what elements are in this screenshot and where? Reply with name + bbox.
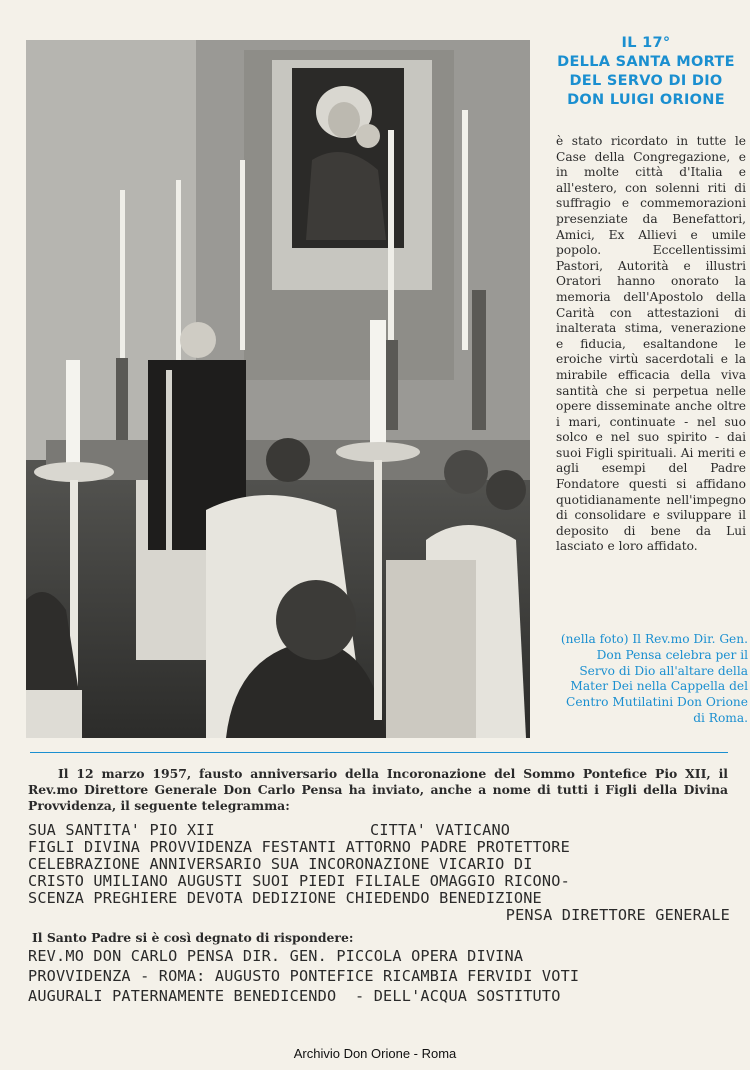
section-divider (30, 752, 728, 753)
telegram-line: FIGLI DIVINA PROVVIDENZA FESTANTI ATTORNO PADRE PROTETTORE (28, 838, 570, 856)
altar-scene-illustration (26, 40, 530, 738)
article-title (548, 34, 744, 110)
article-body: è stato ricordato in tutte le Case della Congregazione, e in molte città d'Italia e all'estero, con solenni riti di suffragio e commemorazioni presenziate da Benefattori, Amici, Ex Allievi e umile popolo. Eccellentissimi Pastori, Autorità e illustri Oratori hanno onorato la memoria dell'Apostolo della Carità con attestazioni di inalterata stima, venerazione e fiducia, esaltandone le eroiche virtù sacerdotali e la mirabile efficacia della viva santità che si perpetua nelle opere disseminate anche oltre i mari, continuate - nel suo solco e nel suo spirito - dai suoi Figli spirituali. Ai meriti e agli esempi del Padre Fondatore questi si affidano quotidianamente nell'impegno di consolidare e sviluppare il deposito di bene da Lui lasciato e loro affidato. (556, 134, 746, 554)
telegram-line: SCENZA PREGHIERE DEVOTA DEDIZIONE CHIEDENDO BENEDIZIONE (28, 889, 542, 907)
reply-line: AUGURALI PATERNAMENTE BENEDICENDO - DELL'ACQUA SOSTITUTO (28, 987, 561, 1005)
reply-line: PROVVIDENZA - ROMA: AUGUSTO PONTEFICE RICAMBIA FERVIDI VOTI (28, 967, 580, 985)
telegram-line: CITTA' VATICANO (370, 821, 511, 839)
reply-line: REV.MO DON CARLO PENSA DIR. GEN. PICCOLA OPERA DIVINA (28, 947, 524, 965)
telegram-intro: Il 12 marzo 1957, fausto anniversario della Incoronazione del Sommo Pontefice Pio XII, il Rev.mo Direttore Generale Don Carlo Pensa ha inviato, anche a nome di tutti i Figli della Divina Provvidenza, il seguente telegramma: (28, 766, 728, 813)
telegram-line: CRISTO UMILIANO AUGUSTI SUOI PIEDI FILIALE OMAGGIO RICONO- (28, 872, 570, 890)
photo-caption: (nella foto) Il Rev.mo Dir. Gen. Don Pensa celebra per il Servo di Dio all'altare della Mater Dei nella Cappella del Centro Mutilatini Don Orione di Roma. (560, 632, 748, 725)
title-line: DON LUIGI ORIONE (567, 92, 725, 108)
title-line: IL 17° (621, 35, 671, 51)
altar-photo (26, 40, 530, 738)
title-line: DEL SERVO DI DIO (569, 73, 723, 89)
title-line: DELLA SANTA MORTE (557, 54, 735, 70)
archive-footer: Archivio Don Orione - Roma (293, 1046, 457, 1061)
telegram-signature: PENSA DIRETTORE GENERALE (505, 906, 730, 924)
reply-intro: Il Santo Padre si è così degnato di rispondere: (32, 930, 354, 945)
telegram-line: SUA SANTITA' PIO XII (28, 821, 215, 839)
telegram-line: CELEBRAZIONE ANNIVERSARIO SUA INCORONAZIONE VICARIO DI (28, 855, 533, 873)
